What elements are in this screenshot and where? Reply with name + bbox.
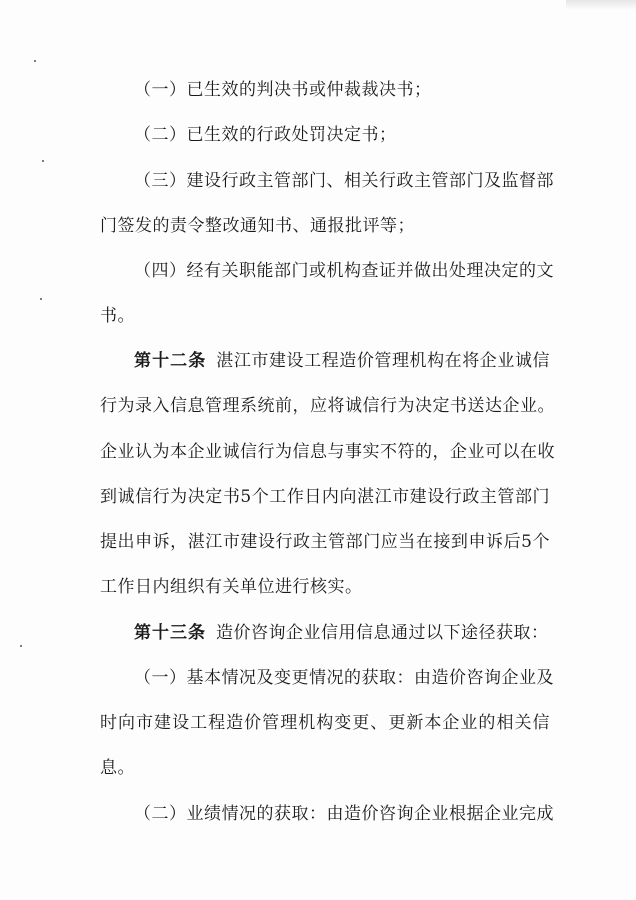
scan-edge-shadow — [566, 0, 636, 10]
article-13-heading: 第十三条 — [134, 623, 206, 643]
clause-1-line: （一）已生效的判决书或仲裁裁决书； — [134, 80, 432, 100]
clause-3-line: （三）建设行政主管部门、相关行政主管部门及监督部 — [134, 171, 554, 191]
article-12-text: 湛江市建设工程造价管理机构在将企业诚信 — [216, 351, 551, 371]
clause-4-continuation: 书。 — [100, 306, 135, 326]
article-13-text: 造价咨询企业信用信息通过以下途径获取： — [216, 623, 549, 643]
article-12-line-6: 工作日内组织有关单位进行核实。 — [100, 577, 363, 597]
article-13-first-line — [134, 622, 550, 644]
clause-4-line: （四）经有关职能部门或机构查证并做出处理决定的文 — [134, 261, 554, 281]
scan-speck — [34, 60, 36, 62]
scan-speck — [40, 298, 42, 300]
article-13-item-1-line: （一）基本情况及变更情况的获取：由造价咨询企业及 — [134, 668, 554, 688]
article-12-line-2: 行为录入信息管理系统前，应将诚信行为决定书送达企业。 — [100, 396, 555, 416]
scan-speck — [42, 160, 44, 162]
clause-2-line: （二）已生效的行政处罚决定书； — [134, 125, 397, 145]
article-13-item-1-line-3: 息。 — [100, 758, 135, 778]
article-12-line-4: 到诚信行为决定书5个工作日内向湛江市建设行政主管部门 — [100, 487, 550, 507]
article-12-first-line — [134, 350, 550, 372]
article-13-item-1-line-2: 时向市建设工程造价管理机构变更、更新本企业的相关信 — [100, 713, 550, 733]
article-13-item-2-line: （二）业绩情况的获取：由造价咨询企业根据企业完成 — [134, 804, 554, 824]
article-12-line-3: 企业认为本企业诚信行为信息与事实不符的，企业可以在收 — [100, 442, 555, 462]
article-12-line-5: 提出申诉，湛江市建设行政主管部门应当在接到申诉后5个 — [100, 532, 550, 552]
article-12-heading: 第十二条 — [134, 351, 207, 371]
clause-3-continuation: 门签发的责令整改通知书、通报批评等； — [100, 216, 415, 236]
scan-speck — [20, 645, 22, 647]
